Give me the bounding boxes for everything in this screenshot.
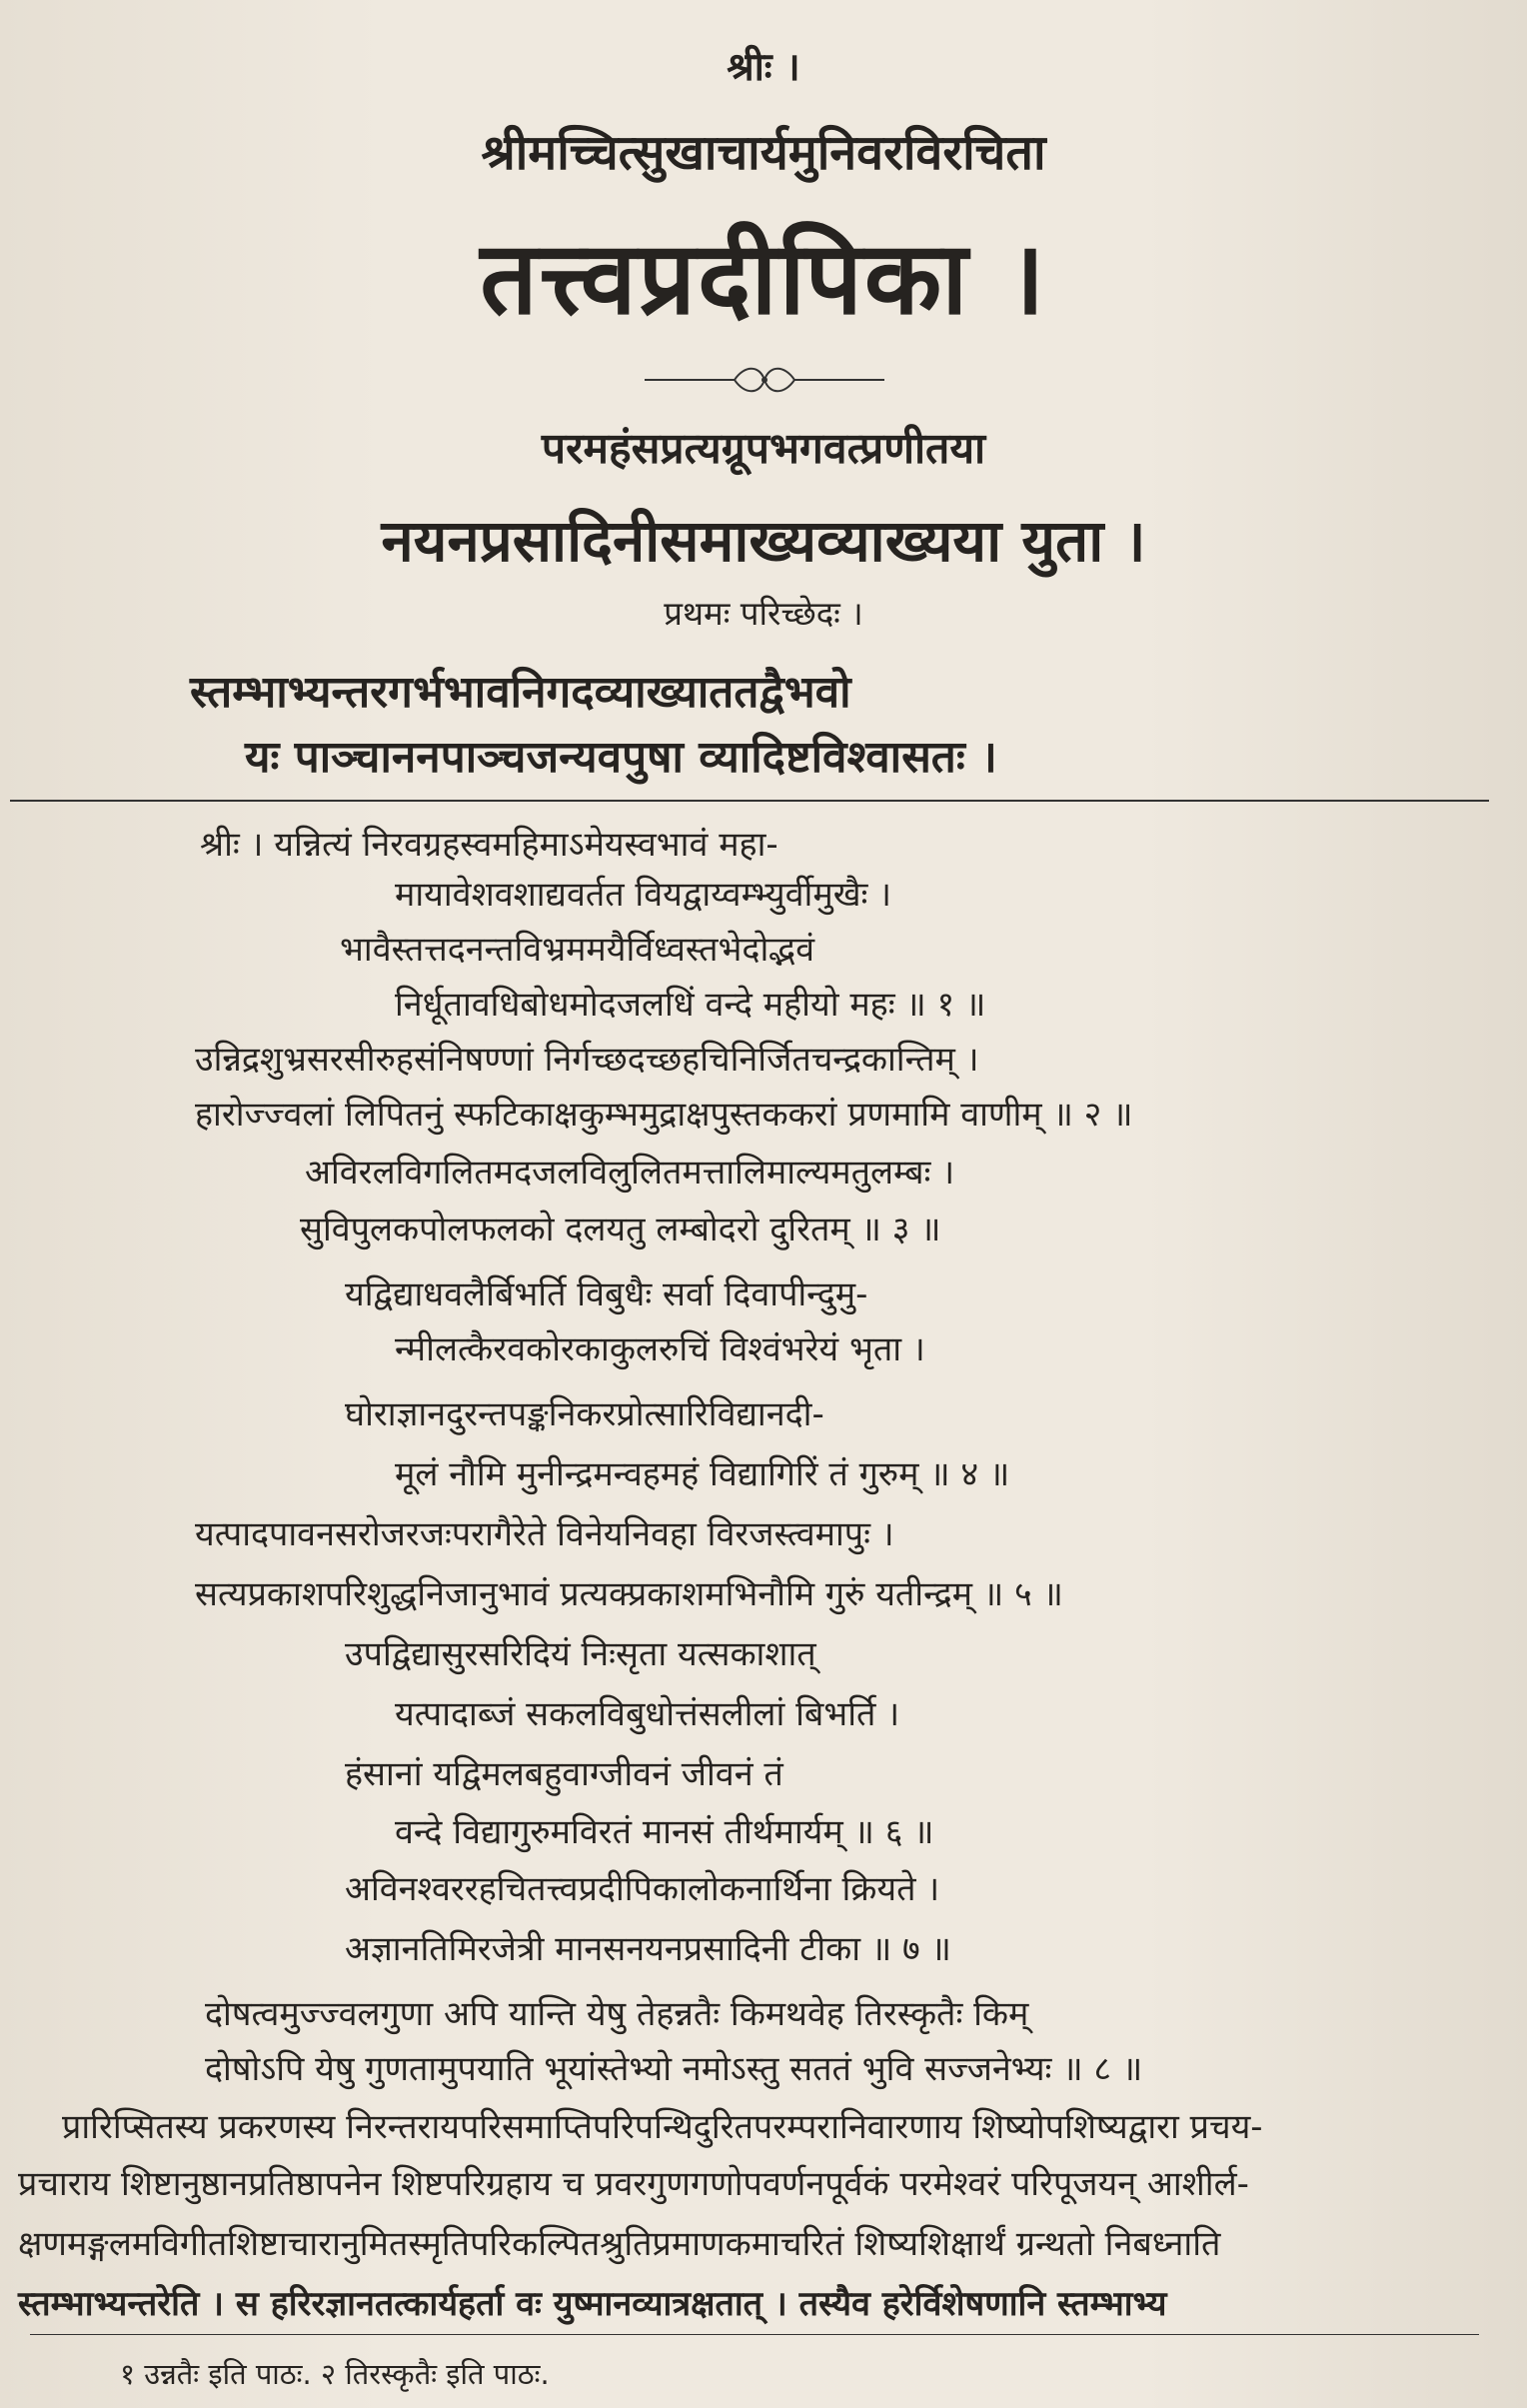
verse-line: भावैस्तत्तदनन्तविभ्रममयैर्विध्वस्तभेदोद्भवं [340, 930, 814, 970]
verse-line: श्रीः । यन्नित्यं निरवग्रहस्वमहिमाऽमेयस्वभावं महा- [200, 825, 778, 865]
verse-line: यद्विद्याधवलैर्बिभर्ति विबुधैः सर्वा दिवापीन्दुमु- [345, 1274, 868, 1314]
ornament-divider [640, 360, 889, 400]
verse-line: हंसानां यद्विमलबहुवाग्जीवनं जीवनं तं [345, 1754, 783, 1794]
footnote: १ उन्नतैः इति पाठः. २ तिरस्कृतैः इति पाठः. [120, 2357, 550, 2391]
subtitle-commentary: नयनप्रसादिनीसमाख्यव्याख्यया युता । [381, 507, 1146, 575]
verse-line: हारोज्ज्वलां लिपितनुं स्फटिकाक्षकुम्भमुद्राक्षपुस्तककरां प्रणमामि वाणीम् ॥ २ ॥ [195, 1095, 1133, 1135]
book-title: तत्त्वप्रदीपिका । [480, 220, 1047, 337]
author-line: श्रीमच्चित्सुखाचार्यमुनिवरविरचिता [481, 125, 1046, 181]
verse-line: यत्पादाब्जं सकलविबुधोत्तंसलीलां बिभर्ति । [395, 1694, 900, 1734]
verse-line: अविनश्वररहचितत्त्वप्रदीपिकालोकनार्थिना क्रियते । [345, 1869, 940, 1909]
mula-verse-line: स्तम्भाभ्यन्तरगर्भभावनिगदव्याख्याततद्वैभवो [190, 667, 851, 718]
verse-line: घोराज्ञानदुरन्तपङ्कनिकरप्रोत्सारिविद्यानदी- [345, 1394, 824, 1434]
chapter-heading: प्रथमः परिच्छेदः । [664, 594, 863, 633]
shri-heading: श्रीः । [727, 45, 800, 90]
verse-line: निर्धूतावधिबोधमोदजलधिं वन्दे महीयो महः ॥ १ ॥ [395, 985, 986, 1025]
verse-line: अज्ञानतिमिरजेत्री मानसनयनप्रसादिनी टीका ॥ ७ ॥ [345, 1929, 951, 1969]
footnote-rule [30, 2334, 1479, 2335]
commentary-line: प्रारिप्सितस्य प्रकरणस्य निरन्तरायपरिसमाप्तिपरिपन्थिदुरितपरम्परानिवारणाय शिष्योपशिष्यद्वारा प्रचय- [62, 2107, 1263, 2147]
commentary-line: स्तम्भाभ्यन्तरेति । स हरिरज्ञानतत्कार्यहर्ता वः युष्मानव्यात्रक्षतात् । तस्यैव हरेर्विशेषणानि स्तम्भाभ्य [18, 2284, 1167, 2324]
verse-line: अविरलविगलितमदजलविलुलितमत्तालिमाल्यमतुलम्बः । [305, 1153, 955, 1193]
verse-line: उन्निद्रशुभ्रसरसीरुहसंनिषण्णां निर्गच्छदच्छहचिनिर्जितचन्द्रकान्तिम् । [195, 1040, 979, 1080]
verse-line: सुविपुलकपोलफलको दलयतु लम्बोदरो दुरितम् ॥ ३ ॥ [300, 1209, 941, 1249]
mula-verse-line: यः पाञ्चाननपाञ्चजन्यवपुषा व्यादिष्टविश्वासतः । [245, 732, 997, 783]
verse-line: दोषोऽपि येषु गुणतामुपयाति भूयांस्तेभ्यो नमोऽस्तु सततं भुवि सज्जनेभ्यः ॥ ८ ॥ [205, 2049, 1143, 2089]
verse-line: मूलं नौमि मुनीन्द्रमन्वहमहं विद्यागिरिं तं गुरुम् ॥ ४ ॥ [395, 1454, 1010, 1494]
verse-line: न्मीलत्कैरवकोरकाकुलरुचिं विश्वंभरेयं भृता । [395, 1329, 925, 1369]
commentary-line: प्रचाराय शिष्टानुष्ठानप्रतिष्ठापनेन शिष्टपरिग्रहाय च प्रवरगुणगणोपवर्णनपूर्वकं परमेश्वरं परिपूजयन् आशीर्ल- [18, 2164, 1249, 2204]
verse-line: सत्यप्रकाशपरिशुद्धनिजानुभावं प्रत्यक्प्रकाशमभिनौमि गुरुं यतीन्द्रम् ॥ ५ ॥ [195, 1574, 1063, 1614]
subtitle-commentator: परमहंसप्रत्यग्रूपभगवत्प्रणीतया [541, 424, 986, 474]
section-rule [10, 800, 1489, 802]
verse-line: वन्दे विद्यागुरुमविरतं मानसं तीर्थमार्यम् ॥ ६ ॥ [395, 1812, 934, 1852]
verse-line: यत्पादपावनसरोजरजःपरागैरेते विनेयनिवहा विरजस्त्वमापुः । [195, 1514, 894, 1554]
commentary-line: क्षणमङ्गलमविगीतशिष्टाचारानुमितस्मृतिपरिकल्पितश्रुतिप्रमाणकमाचरितं शिष्यशिक्षार्थं ग्रन्थतो निबध्नाति [18, 2224, 1221, 2264]
verse-line: मायावेशवशाद्यवर्तत वियद्वाय्वम्भ्युर्वीमुखैः । [395, 875, 892, 915]
verse-line: उपद्विद्यासुरसरिदियं निःसृता यत्सकाशात् [345, 1634, 816, 1674]
verse-line: दोषत्वमुज्ज्वलगुणा अपि यान्ति येषु तेहन्नतैः किमथवेह तिरस्कृतैः किम् [205, 1994, 1029, 2034]
